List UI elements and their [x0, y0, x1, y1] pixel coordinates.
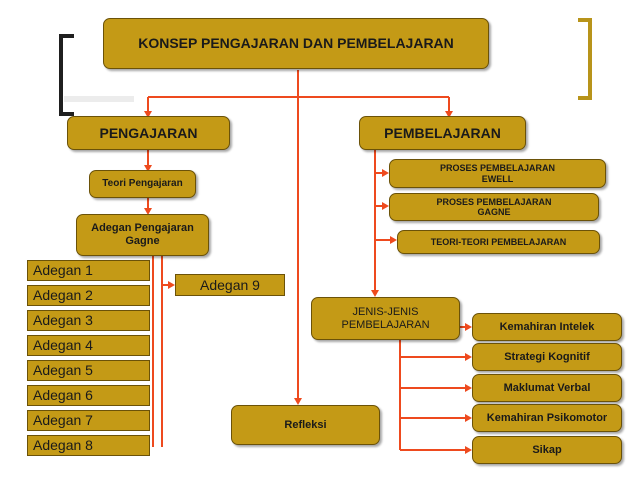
adegan-item	[27, 260, 150, 281]
adegan-item	[27, 360, 150, 381]
pembelajaran-box	[359, 116, 526, 150]
adegan-item-label: Adegan 2	[33, 287, 93, 304]
title-box	[103, 18, 489, 69]
proses-gagne-label: PROSES PEMBELAJARAN GAGNE	[436, 196, 552, 217]
adegan-item-label: Adegan 7	[33, 412, 93, 429]
adegan-item-label: Adegan 5	[33, 362, 93, 379]
adegan-item-label: Adegan 8	[33, 437, 93, 454]
jenis-item-label: Kemahiran Psikomotor	[486, 411, 608, 424]
jenis-item	[472, 436, 622, 464]
pengajaran-label: PENGAJARAN	[99, 124, 198, 141]
adegan-9-box	[175, 274, 285, 296]
proses-ewell-box	[389, 159, 606, 188]
teori-pengajaran-box	[89, 170, 196, 198]
adegan-item	[27, 435, 150, 456]
adegan-item	[27, 385, 150, 406]
jenis-item	[472, 343, 622, 371]
refleksi-box	[231, 405, 380, 445]
adegan-item	[27, 410, 150, 431]
jenis-item-label: Strategi Kognitif	[504, 350, 590, 363]
refleksi-label: Refleksi	[284, 418, 327, 431]
jenis-item-label: Sikap	[532, 443, 562, 456]
jenis-item-label: Maklumat Verbal	[503, 381, 591, 394]
adegan-9-label: Adegan 9	[200, 276, 260, 293]
proses-ewell-label: PROSES PEMBELAJARAN EWELL	[439, 163, 556, 184]
jenis-pembelajaran-label: JENIS-JENIS PEMBELAJARAN	[341, 305, 430, 331]
jenis-item	[472, 374, 622, 402]
jenis-pembelajaran-box	[311, 297, 460, 340]
adegan-item	[27, 310, 150, 331]
jenis-item-label: Kemahiran Intelek	[499, 320, 595, 333]
proses-gagne-box	[389, 193, 599, 221]
teori-pembelajaran-box	[397, 230, 600, 254]
adegan-item	[27, 285, 150, 306]
adegan-item-label: Adegan 3	[33, 312, 93, 329]
adegan-item-label: Adegan 4	[33, 337, 93, 354]
pengajaran-box	[67, 116, 230, 150]
title-text: KONSEP PENGAJARAN DAN PEMBELAJARAN	[138, 35, 454, 52]
adegan-gagne-label: Adegan Pengajaran Gagne	[91, 222, 194, 247]
adegan-gagne-box	[76, 214, 209, 256]
jenis-item	[472, 404, 622, 432]
pembelajaran-label: PEMBELAJARAN	[384, 124, 501, 141]
teori-pengajaran-label: Teori Pengajaran	[102, 178, 183, 190]
adegan-item-label: Adegan 6	[33, 387, 93, 404]
jenis-item	[472, 313, 622, 341]
adegan-item	[27, 335, 150, 356]
adegan-item-label: Adegan 1	[33, 262, 93, 279]
teori-pembelajaran-label: TEORI-TEORI PEMBELAJARAN	[430, 236, 567, 247]
